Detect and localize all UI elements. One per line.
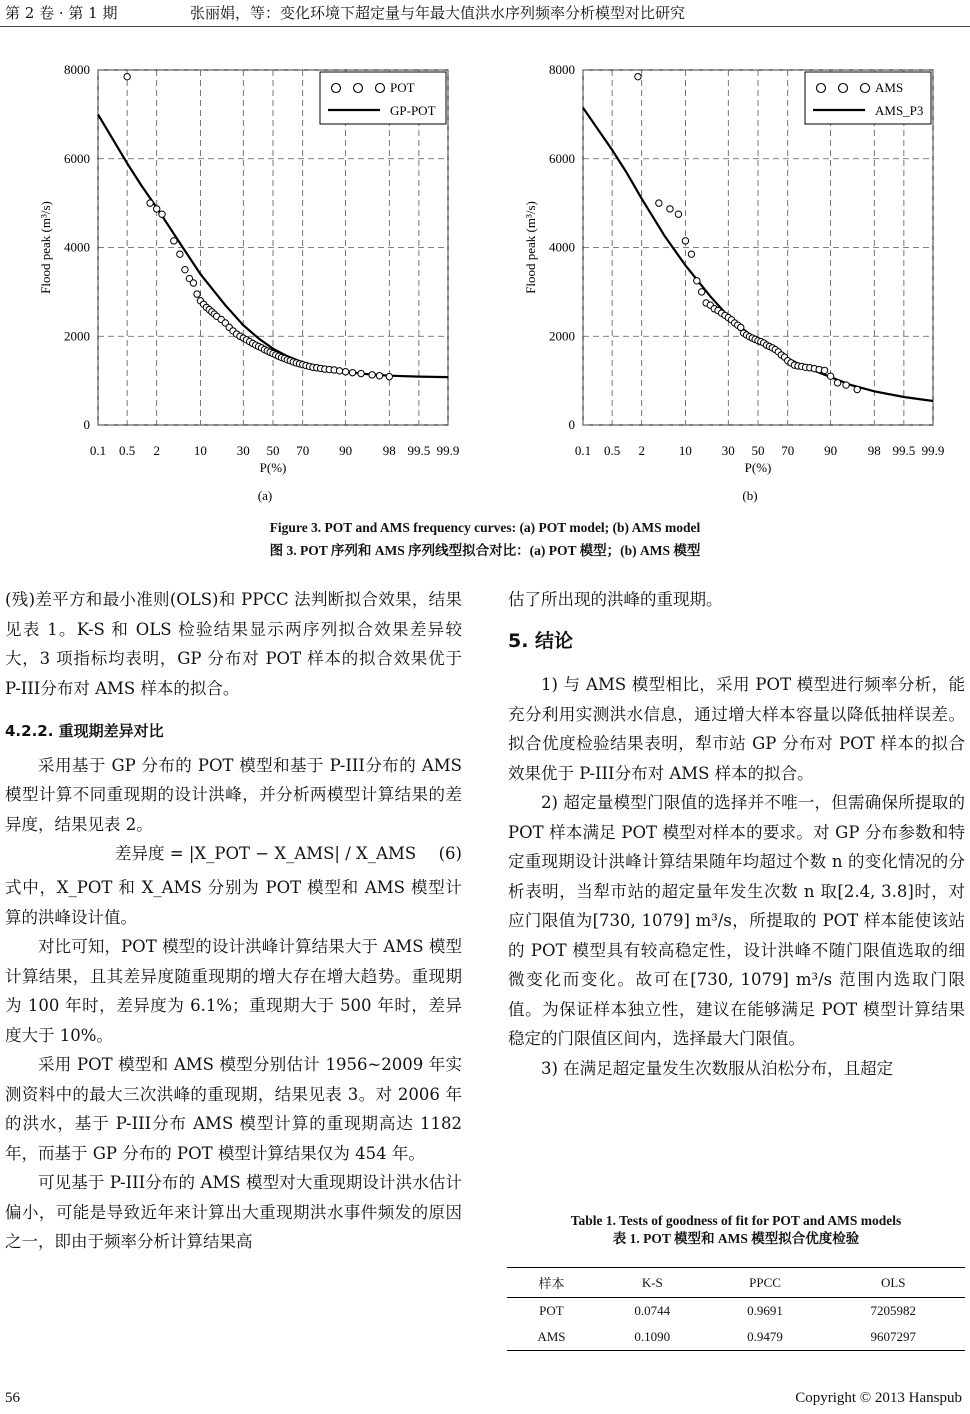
- paragraph: (残)差平方和最小准则(OLS)和 PPCC 法判断拟合效果，结果见表 1。K-S 和 OLS 检验结果显示两序列拟合效果差异较大，3 项指标均表明，GP 分布对 POT 样本的拟合效果优于 P-III分布对 AMS 样本的拟合。: [5, 590, 462, 698]
- data-point: [688, 251, 694, 257]
- x-tick-label: 0.5: [604, 443, 621, 458]
- data-point: [821, 367, 827, 373]
- figure-caption-en: Figure 3. POT and AMS frequency curves: (a) POT model; (b) AMS model: [269, 520, 701, 535]
- table-header-cell: OLS: [821, 1268, 965, 1298]
- data-point: [171, 238, 177, 244]
- x-tick-label: 50: [751, 443, 765, 458]
- x-tick-label: 30: [236, 443, 250, 458]
- data-point: [682, 238, 688, 244]
- paragraph: 可见基于 P-III分布的 AMS 模型对大重现期设计洪水估计偏小，可能是导致近年来计算出大重现期洪水事件频发的原因之一，即由于频率分析计算结果高: [5, 1173, 462, 1251]
- data-point: [349, 369, 355, 375]
- x-tick-label: 10: [678, 443, 692, 458]
- x-tick-label: 70: [296, 443, 310, 458]
- data-point: [153, 206, 159, 212]
- table-cell: 7205982: [870, 1303, 916, 1318]
- data-point: [827, 373, 833, 379]
- equation-body: 差异度 = |X_POT − X_AMS| / X_AMS: [115, 844, 417, 863]
- data-point: [159, 211, 165, 217]
- x-tick-label: 90: [339, 443, 353, 458]
- y-tick-label: 2000: [549, 328, 575, 344]
- y-axis-label: Flood peak (m³/s): [523, 201, 538, 294]
- data-point: [190, 280, 196, 286]
- running-header: [0, 0, 970, 27]
- legend-label-points: AMS: [875, 80, 904, 95]
- x-tick-label: 2: [153, 443, 160, 458]
- legend-point-symbol: [332, 84, 341, 93]
- x-tick-label: 99.5: [892, 443, 916, 458]
- legend-point-symbol: [817, 84, 826, 93]
- journal-volume: 第 2 卷 · 第 1 期: [5, 4, 118, 22]
- table-cell: 0.0744: [634, 1303, 671, 1318]
- data-point: [667, 206, 673, 212]
- y-tick-label: 6000: [64, 150, 90, 166]
- data-point: [386, 373, 392, 379]
- table-row: [507, 1298, 965, 1325]
- section-heading-4-2-2: 4.2.2. 重现期差异对比: [5, 722, 164, 740]
- data-point: [194, 291, 200, 297]
- paragraph: 估了所出现的洪峰的重现期。: [508, 590, 723, 609]
- chart-panel-b: [485, 50, 970, 510]
- legend-label-points: POT: [390, 80, 415, 95]
- equation-number: (6): [438, 844, 462, 863]
- x-axis-label: P(%): [259, 460, 287, 475]
- table-cell: POT: [539, 1303, 564, 1318]
- table-header-cell: K-S: [596, 1268, 709, 1298]
- table-row: [507, 1324, 965, 1351]
- data-point: [698, 289, 704, 295]
- table-caption-en: Table 1. Tests of goodness of fit for POT and AMS models: [570, 1213, 902, 1228]
- x-tick-label: 50: [266, 443, 280, 458]
- table-cell: 0.9479: [709, 1324, 822, 1351]
- figure-caption-zh: 图 3. POT 序列和 AMS 序列线型拟合对比：(a) POT 模型；(b) AMS 模型: [269, 543, 701, 558]
- panel-tag: (a): [257, 488, 273, 503]
- y-tick-label: 8000: [64, 62, 90, 77]
- table-caption-zh: 表 1. POT 模型和 AMS 模型拟合优度检验: [612, 1231, 860, 1246]
- legend-label-line: GP-POT: [390, 103, 436, 118]
- legend-point-symbol: [839, 84, 848, 93]
- x-tick-label: 2: [638, 443, 645, 458]
- paragraph: 采用 POT 模型和 AMS 模型分别估计 1956~2009 年实测资料中的最大三次洪峰的重现期，结果见表 3。对 2006 年的洪水，基于 P-III分布 AMS 模型计算的重现期高达 1182 年，而基于 GP 分布的 POT 模型计算结果仅为 454 年。: [5, 1055, 462, 1163]
- data-point: [376, 373, 382, 379]
- data-point: [124, 73, 130, 79]
- y-tick-label: 0: [568, 417, 575, 432]
- left-column: [5, 585, 462, 1257]
- y-tick-label: 8000: [549, 62, 575, 77]
- paragraph: 式中，X_POT 和 X_AMS 分别为 POT 模型和 AMS 模型计算的洪峰设计值。: [5, 878, 462, 927]
- x-tick-label: 99.9: [436, 443, 460, 458]
- table-cell: AMS: [507, 1324, 596, 1351]
- table-header-cell: PPCC: [709, 1268, 822, 1298]
- x-tick-label: 70: [781, 443, 795, 458]
- data-point: [369, 372, 375, 378]
- y-tick-label: 4000: [64, 239, 90, 255]
- legend-point-symbol: [376, 84, 385, 93]
- copyright: Copyright © 2013 Hanspub: [795, 1390, 962, 1406]
- goodness-of-fit-table: [507, 1267, 965, 1351]
- data-point: [358, 370, 364, 376]
- x-axis-label: P(%): [744, 460, 772, 475]
- equation-6: [5, 839, 462, 873]
- data-point: [147, 200, 153, 206]
- article-running-title: 张丽娟，等：变化环境下超定量与年最大值洪水序列频率分析模型对比研究: [190, 4, 686, 22]
- x-tick-label: 30: [721, 443, 735, 458]
- data-point: [843, 382, 849, 388]
- data-point: [694, 278, 700, 284]
- x-tick-label: 90: [824, 443, 838, 458]
- legend-point-symbol: [354, 84, 363, 93]
- x-tick-label: 0.5: [119, 443, 136, 458]
- x-tick-label: 99.9: [921, 443, 945, 458]
- table-cell: 0.1090: [596, 1324, 709, 1351]
- paragraph: 2) 超定量模型门限值的选择并不唯一，但需确保所提取的 POT 样本满足 POT 模型对样本的要求。对 GP 分布参数和特定重现期设计洪峰计算结果随年均超过个数 n 的变化情况的分析表明，当犁市站的超定量年发生次数 n 取[2.4, 3.8]时，对应门限值为[730, 1079] m³/s，所提取的 POT 样本能使该站的 POT 模型具有较高稳定性，设计洪峰不随门限值选取的细微变化而变化。故可在[730, 1079] m³/s 范围内选取门限值。为保证样本独立性，建议在能够满足 POT 模型计算结果稳定的门限值区间内，选择最大门限值。: [508, 793, 965, 1048]
- data-point: [635, 73, 641, 79]
- table-header-row: [507, 1268, 965, 1298]
- chart-panel-a: [0, 50, 485, 510]
- page-number: 56: [5, 1390, 20, 1406]
- data-point: [854, 386, 860, 392]
- x-tick-label: 10: [193, 443, 207, 458]
- panel-tag: (b): [742, 488, 758, 503]
- x-tick-label: 98: [867, 443, 881, 458]
- paragraph: 采用基于 GP 分布的 POT 模型和基于 P-III分布的 AMS 模型计算不同重现期的设计洪峰，并分析两模型计算结果的差异度，结果见表 2。: [5, 755, 462, 834]
- y-tick-label: 6000: [549, 150, 575, 166]
- y-axis-label: Flood peak (m³/s): [38, 201, 53, 294]
- x-tick-label: 98: [382, 443, 396, 458]
- y-tick-label: 2000: [64, 328, 90, 344]
- data-point: [834, 380, 840, 386]
- table-header-cell: 样本: [507, 1268, 596, 1298]
- table-cell: 0.9691: [747, 1303, 783, 1318]
- paragraph: 1) 与 AMS 模型相比，采用 POT 模型进行频率分析，能充分利用实测洪水信息，通过增大样本容量以降低抽样误差。拟合优度检验结果表明，犁市站 GP 分布对 POT 样本的拟合效果优于 P-III分布对 AMS 样本的拟合。: [508, 675, 965, 783]
- data-point: [336, 368, 342, 374]
- right-column: [508, 585, 965, 1083]
- legend-point-symbol: [861, 84, 870, 93]
- data-point: [656, 200, 662, 206]
- y-tick-label: 4000: [549, 239, 575, 255]
- data-point: [342, 369, 348, 375]
- x-tick-label: 99.5: [407, 443, 431, 458]
- paragraph: 对比可知，POT 模型的设计洪峰计算结果大于 AMS 模型计算结果，且其差异度随重现期的增大存在增大趋势。重现期为 100 年时，差异度为 6.1%；重现期大于 500 年时，差异度大于 10%。: [5, 937, 462, 1045]
- data-point: [177, 251, 183, 257]
- data-point: [182, 266, 188, 272]
- y-tick-label: 0: [83, 417, 90, 432]
- paragraph: 3) 在满足超定量发生次数服从泊松分布，且超定: [541, 1058, 894, 1078]
- x-tick-label: 0.1: [574, 443, 592, 458]
- legend-label-line: AMS_P3: [875, 103, 924, 118]
- data-point: [675, 211, 681, 217]
- table-cell: 9607297: [821, 1324, 965, 1351]
- section-heading-5: 5. 结论: [508, 629, 574, 652]
- x-tick-label: 0.1: [89, 443, 107, 458]
